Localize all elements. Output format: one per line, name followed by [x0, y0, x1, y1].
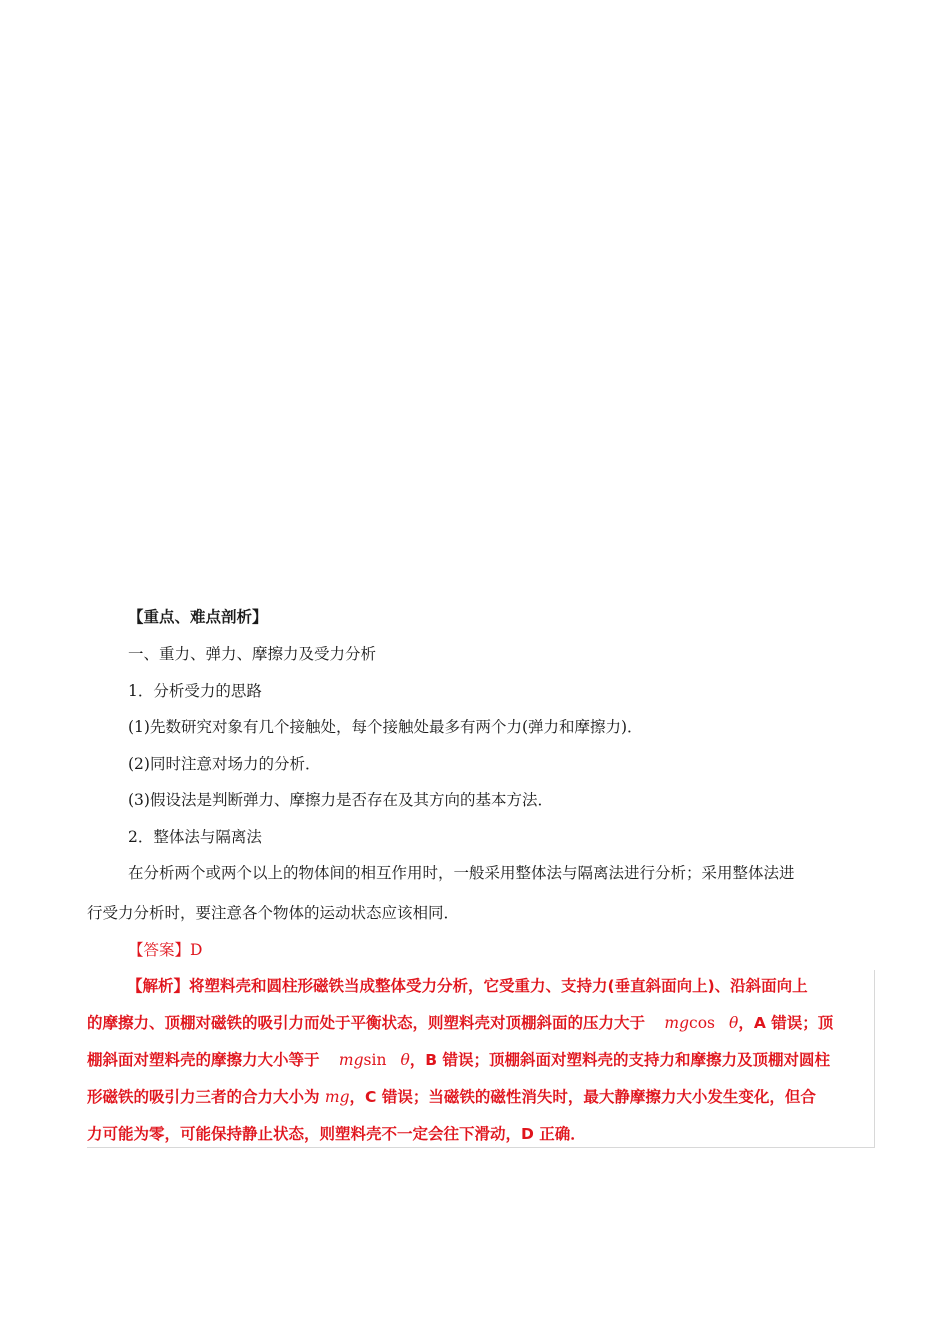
analysis-line-1: 【解析】将塑料壳和圆柱形磁铁当成整体受力分析，它受重力、支持力(垂直斜面向上)、沿斜面向上: [127, 977, 808, 995]
subsection-1-title: 1．分析受力的思路: [128, 682, 262, 700]
answer-label: 【答案】D: [128, 941, 203, 959]
analysis-text: 形磁铁的吸引力三者的合力大小为: [87, 1088, 320, 1106]
analysis-line-5: 力可能为零，可能保持静止状态，则塑料壳不一定会往下滑动，D 正确．: [87, 1125, 586, 1143]
analysis-text: 棚斜面对塑料壳的摩擦力大小等于: [87, 1051, 320, 1069]
analysis-line-4: [87, 1086, 816, 1108]
paragraph-line-1: 在分析两个或两个以上的物体间的相互作用时，一般采用整体法与隔离法进行分析；采用整体法进: [128, 864, 795, 882]
formula-mg: mg: [324, 1088, 350, 1106]
analysis-box: [87, 970, 875, 1148]
topic-title: 一、重力、弹力、摩擦力及受力分析: [128, 645, 377, 663]
analysis-line-3: [87, 1049, 830, 1071]
analysis-text: ，B 错误；顶棚斜面对塑料壳的支持力和摩擦力及顶棚对圆柱: [409, 1051, 831, 1069]
formula-sin: sin: [363, 1051, 387, 1069]
section-heading: 【重点、难点剖析】: [128, 607, 268, 626]
paragraph-line-2: 行受力分析时，要注意各个物体的运动状态应该相同．: [87, 904, 460, 922]
analysis-text: 的摩擦力、顶棚对磁铁的吸引力而处于平衡状态，则塑料壳对顶棚斜面的压力大于: [87, 1014, 646, 1032]
subsection-1-item-3: (3)假设法是判断弹力、摩擦力是否存在及其方向的基本方法．: [128, 791, 553, 809]
formula-cos: cos: [689, 1014, 716, 1032]
analysis-text: ，C 错误；当磁铁的磁性消失时，最大静摩擦力大小发生变化，但合: [349, 1088, 816, 1106]
formula-mg: mg: [664, 1014, 690, 1032]
subsection-1-item-2: (2)同时注意对场力的分析．: [128, 755, 321, 773]
formula-theta: θ: [400, 1051, 410, 1069]
formula-mg: mg: [338, 1051, 364, 1069]
formula-theta: θ: [729, 1014, 739, 1032]
subsection-2-title: 2．整体法与隔离法: [128, 828, 262, 846]
analysis-line-2: [87, 1012, 833, 1034]
analysis-text: ，A 错误；顶: [738, 1014, 834, 1032]
subsection-1-item-1: (1)先数研究对象有几个接触处，每个接触处最多有两个力(弹力和摩擦力)．: [128, 718, 643, 736]
